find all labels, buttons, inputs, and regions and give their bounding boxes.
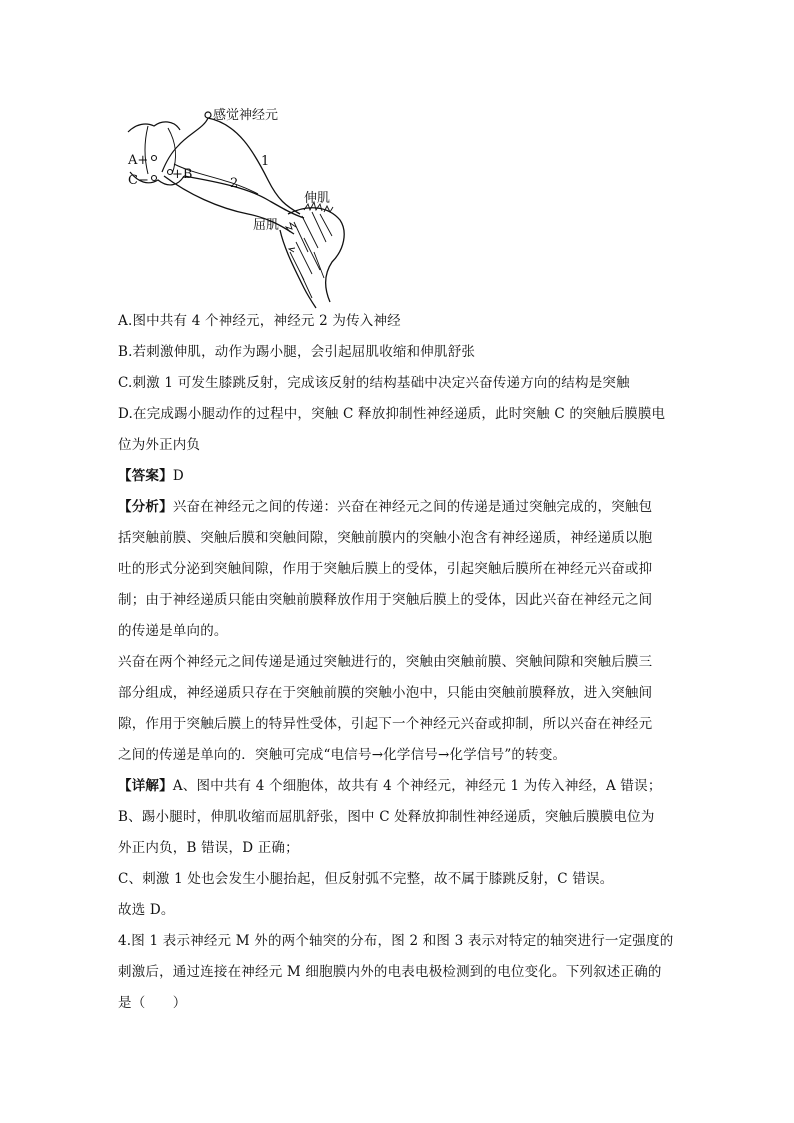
detail-line-3: 外正内负，B 错误，D 正确；	[118, 840, 299, 856]
synapse-b-label: +B	[172, 167, 193, 182]
option-d-line-1: D.在完成踢小腿动作的过程中，突触 C 释放抑制性神经递质，此时突触 C 的突触后膜膜电	[118, 406, 666, 422]
sensory-neuron-central-branch	[162, 118, 208, 172]
reflex-arc-figure	[118, 102, 358, 312]
question4-line-3: 是（ ）	[118, 995, 187, 1011]
analysis-p2-line-3: 隙，作用于突触后膜上的特异性受体，引起下一个神经元兴奋或抑制，所以兴奋在神经元	[118, 716, 653, 732]
synapse-a	[152, 156, 157, 161]
option-b: B.若刺激伸肌，动作为踢小腿，会引起屈肌收缩和伸肌舒张	[118, 344, 476, 360]
detail-line-1	[118, 771, 678, 802]
synapse-a-label: A+	[128, 153, 149, 168]
detail-line-2: B、踢小腿时，伸肌收缩而屈肌舒张，图中 C 处释放抑制性神经递质，突触后膜膜电位为	[118, 809, 655, 825]
analysis-line-4: 制；由于神经递质只能由突触前膜释放作用于突触后膜上的受体，因此兴奋在神经元之间	[118, 592, 653, 608]
analysis-p2-line-4: 之间的传递是单向的．突触可完成“电信号→化学信号→化学信号”的转变。	[118, 747, 567, 763]
option-d-line-2: 位为外正内负	[118, 437, 201, 453]
flexor-label: 屈肌	[253, 218, 280, 233]
reflex-arc-diagram	[118, 102, 358, 312]
sensory-neuron-cell-body	[205, 112, 211, 118]
analysis-tag: 【分析】	[118, 499, 173, 515]
answer-tag: 【答案】	[118, 468, 173, 484]
analysis-line-2: 括突触前膜、突触后膜和突触间隙，突触前膜内的突触小泡含有神经递质，神经递质以胞	[118, 530, 653, 546]
leg-outline-right	[288, 208, 344, 302]
synapse-c-label: C−	[128, 173, 149, 188]
detail-text: A、图中共有 4 个细胞体，故共有 4 个神经元，神经元 1 为传入神经，A 错误；	[172, 778, 662, 794]
analysis-line-5: 的传递是单向的。	[118, 623, 228, 639]
analysis-text: 兴奋在神经元之间的传递：兴奋在神经元之间的传递是通过突触完成的，突触包	[172, 499, 653, 515]
analysis-line-1	[118, 492, 678, 523]
flexor-nerve-endings	[286, 223, 296, 252]
nerve-2-label: 2	[230, 176, 239, 191]
spinal-cord-outline	[128, 122, 180, 132]
detail-tag: 【详解】	[118, 778, 173, 794]
synapse-c	[152, 176, 157, 181]
analysis-p2-line-2: 部分组成，神经递质只存在于突触前膜的突触小泡中，只能由突触前膜释放，进入突触间	[118, 685, 653, 701]
question-body	[118, 306, 678, 1019]
nerve-1-path	[208, 118, 300, 214]
detail-line-5: 故选 D。	[118, 902, 175, 918]
answer-line	[118, 461, 678, 492]
option-a: A.图中共有 4 个神经元，神经元 2 为传入神经	[118, 313, 401, 329]
question4-line-1: 4.图 1 表示神经元 M 外的两个轴突的分布，图 2 和图 3 表示对特定的轴突进行一定强度的	[118, 933, 674, 949]
nerve-1-label: 1	[261, 154, 270, 169]
nerve-bundle-lower	[184, 176, 304, 218]
detail-line-4: C、刺激 1 处也会发生小腿抬起，但反射弧不完整，故不属于膝跳反射，C 错误。	[118, 871, 614, 887]
question4-line-2: 刺激后，通过连接在神经元 M 细胞膜内外的电表电极检测到的电位变化。下列叙述正确的	[118, 964, 662, 980]
analysis-line-3: 吐的形式分泌到突触间隙，作用于突触后膜上的受体，引起突触后膜所在神经元兴奋或抑	[118, 561, 653, 577]
extensor-label: 伸肌	[304, 191, 331, 206]
answer-value: D	[172, 468, 184, 484]
analysis-p2-line-1: 兴奋在两个神经元之间传递是通过突触进行的，突触由突触前膜、突触间隙和突触后膜三	[118, 654, 653, 670]
sensory-neuron-label: 感觉神经元	[213, 108, 279, 123]
option-c: C.刺激 1 可发生膝跳反射，完成该反射的结构基础中决定兴奋传递方向的结构是突触	[118, 375, 630, 391]
